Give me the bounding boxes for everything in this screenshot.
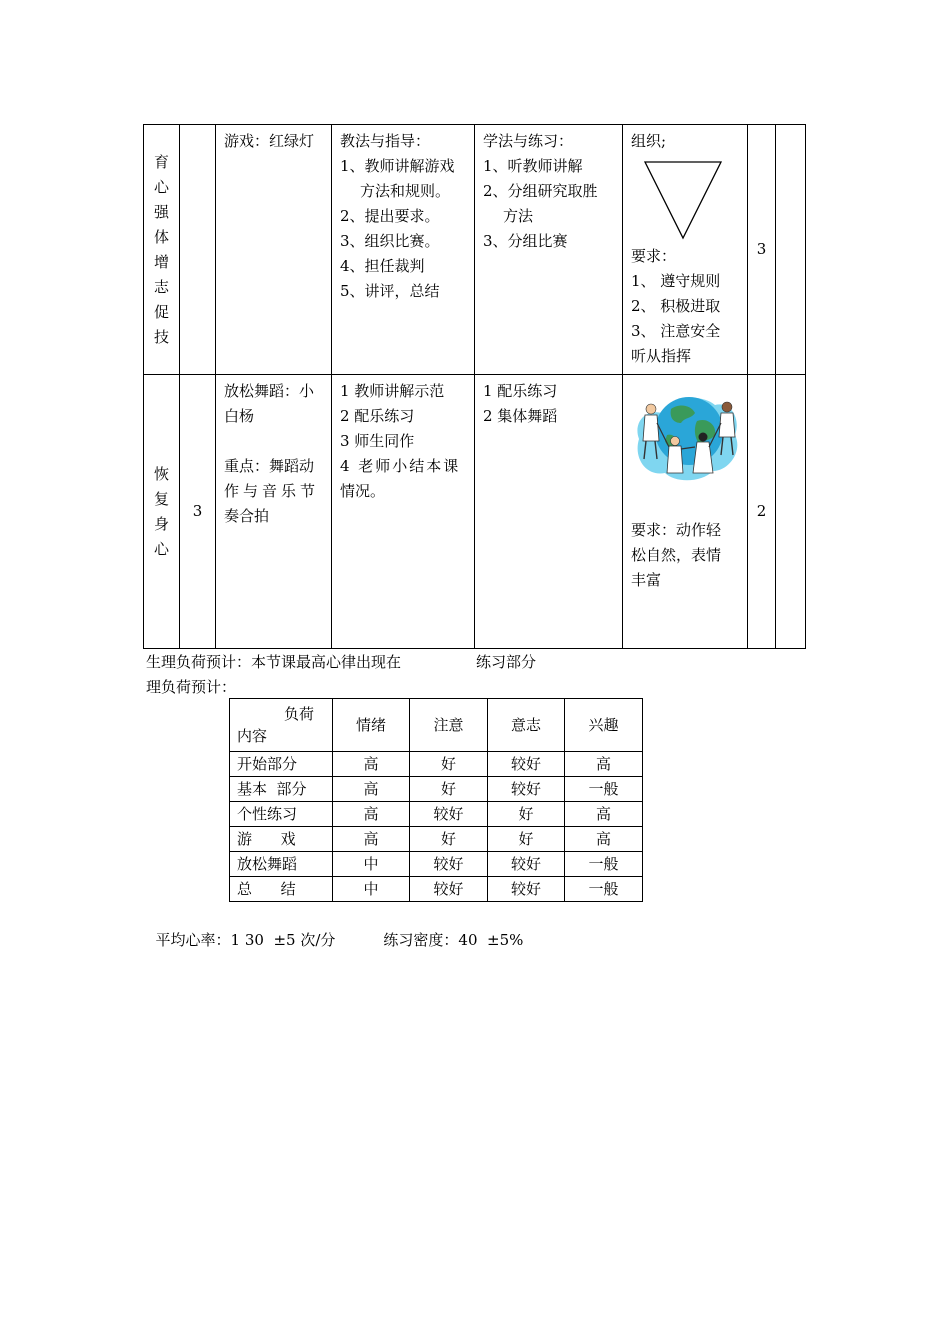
table-cell: 较好 — [410, 802, 488, 827]
table-cell: 好 — [410, 827, 488, 852]
table-row — [230, 777, 643, 802]
table-cell: 高 — [333, 802, 410, 827]
content-cell: 游戏：红绿灯 — [216, 125, 332, 375]
table-row — [230, 852, 643, 877]
row-label-cell: 开始部分 — [230, 752, 333, 777]
density-text: 练习密度：40 ±5% — [383, 931, 524, 949]
row-label-cell: 个性练习 — [230, 802, 333, 827]
table-cell: 高 — [565, 802, 643, 827]
psychological-load-note: 理负荷预计： — [146, 678, 237, 696]
header-cell: 情绪 — [333, 699, 410, 752]
table-row — [230, 802, 643, 827]
time-cell — [180, 125, 216, 375]
table-cell: 高 — [565, 827, 643, 852]
table-cell: 一般 — [565, 852, 643, 877]
teaching-method-cell: 教法与指导： 1、教师讲解游戏 方法和规则。 2、提出要求。 3、组织比赛。 4、担任裁判 5、讲评，总结 — [332, 125, 475, 375]
table-row — [230, 699, 643, 752]
table-cell: 一般 — [565, 777, 643, 802]
teaching-method-cell: 1 教师讲解示范 2 配乐练习 3 师生同作 4 老师小结本课 情况。 — [332, 375, 475, 649]
table-cell: 高 — [333, 752, 410, 777]
section-cell: 恢 复 身 心 — [144, 375, 180, 649]
table-row — [230, 877, 643, 902]
summary-footer — [146, 907, 523, 951]
table-cell: 一般 — [565, 877, 643, 902]
learning-method-cell: 学法与练习： 1、听教师讲解 2、分组研究取胜 方法 3、分组比赛 — [475, 125, 623, 375]
table-row — [230, 827, 643, 852]
table-cell: 较好 — [488, 852, 565, 877]
table-cell: 高 — [565, 752, 643, 777]
header-cell: 注意 — [410, 699, 488, 752]
row-label-cell: 总 结 — [230, 877, 333, 902]
organization-cell: 要求：动作轻 松自然，表情 丰富 — [623, 375, 748, 649]
table-cell: 好 — [488, 802, 565, 827]
table-cell: 好 — [410, 752, 488, 777]
count-cell: 2 — [748, 375, 776, 649]
row-label-cell: 放松舞蹈 — [230, 852, 333, 877]
header-corner-cell: 负荷 内容 — [230, 699, 333, 752]
load-forecast-table — [229, 698, 643, 902]
table-cell: 较好 — [488, 752, 565, 777]
table-cell: 中 — [333, 877, 410, 902]
table-cell: 较好 — [410, 852, 488, 877]
row-label-cell: 游 戏 — [230, 827, 333, 852]
count-cell: 3 — [748, 125, 776, 375]
table-cell: 较好 — [410, 877, 488, 902]
empty-cell — [776, 375, 806, 649]
table-row — [230, 752, 643, 777]
content-cell: 放松舞蹈：小 白杨 重点：舞蹈动 作与音乐节 奏合拍 — [216, 375, 332, 649]
table-row — [144, 375, 806, 649]
physiological-load-note: 生理负荷预计：本节课最高心律出现在 练习部分 — [146, 653, 537, 671]
table-cell: 好 — [488, 827, 565, 852]
table-cell: 较好 — [488, 777, 565, 802]
heart-rate-text: 平均心率：1 30 ±5 次/分 — [155, 931, 336, 949]
row-label-cell: 基本 部分 — [230, 777, 333, 802]
empty-cell — [776, 125, 806, 375]
table-cell: 高 — [333, 827, 410, 852]
section-cell: 育 心 强 体 增 志 促 技 — [144, 125, 180, 375]
table-cell: 好 — [410, 777, 488, 802]
time-cell: 3 — [180, 375, 216, 649]
header-cell: 意志 — [488, 699, 565, 752]
learning-method-cell: 1 配乐练习 2 集体舞蹈 — [475, 375, 623, 649]
table-cell: 高 — [333, 777, 410, 802]
table-cell: 中 — [333, 852, 410, 877]
table-row — [144, 125, 806, 375]
table-cell: 较好 — [488, 877, 565, 902]
lesson-plan-table — [143, 124, 806, 649]
triangle-formation-icon — [631, 154, 741, 244]
organization-cell: 组织; 要求： 1、 遵守规则 2、 积极进取 3、 注意安全 听从指挥 — [623, 125, 748, 375]
globe-dance-illustration — [631, 379, 743, 489]
header-cell: 兴趣 — [565, 699, 643, 752]
